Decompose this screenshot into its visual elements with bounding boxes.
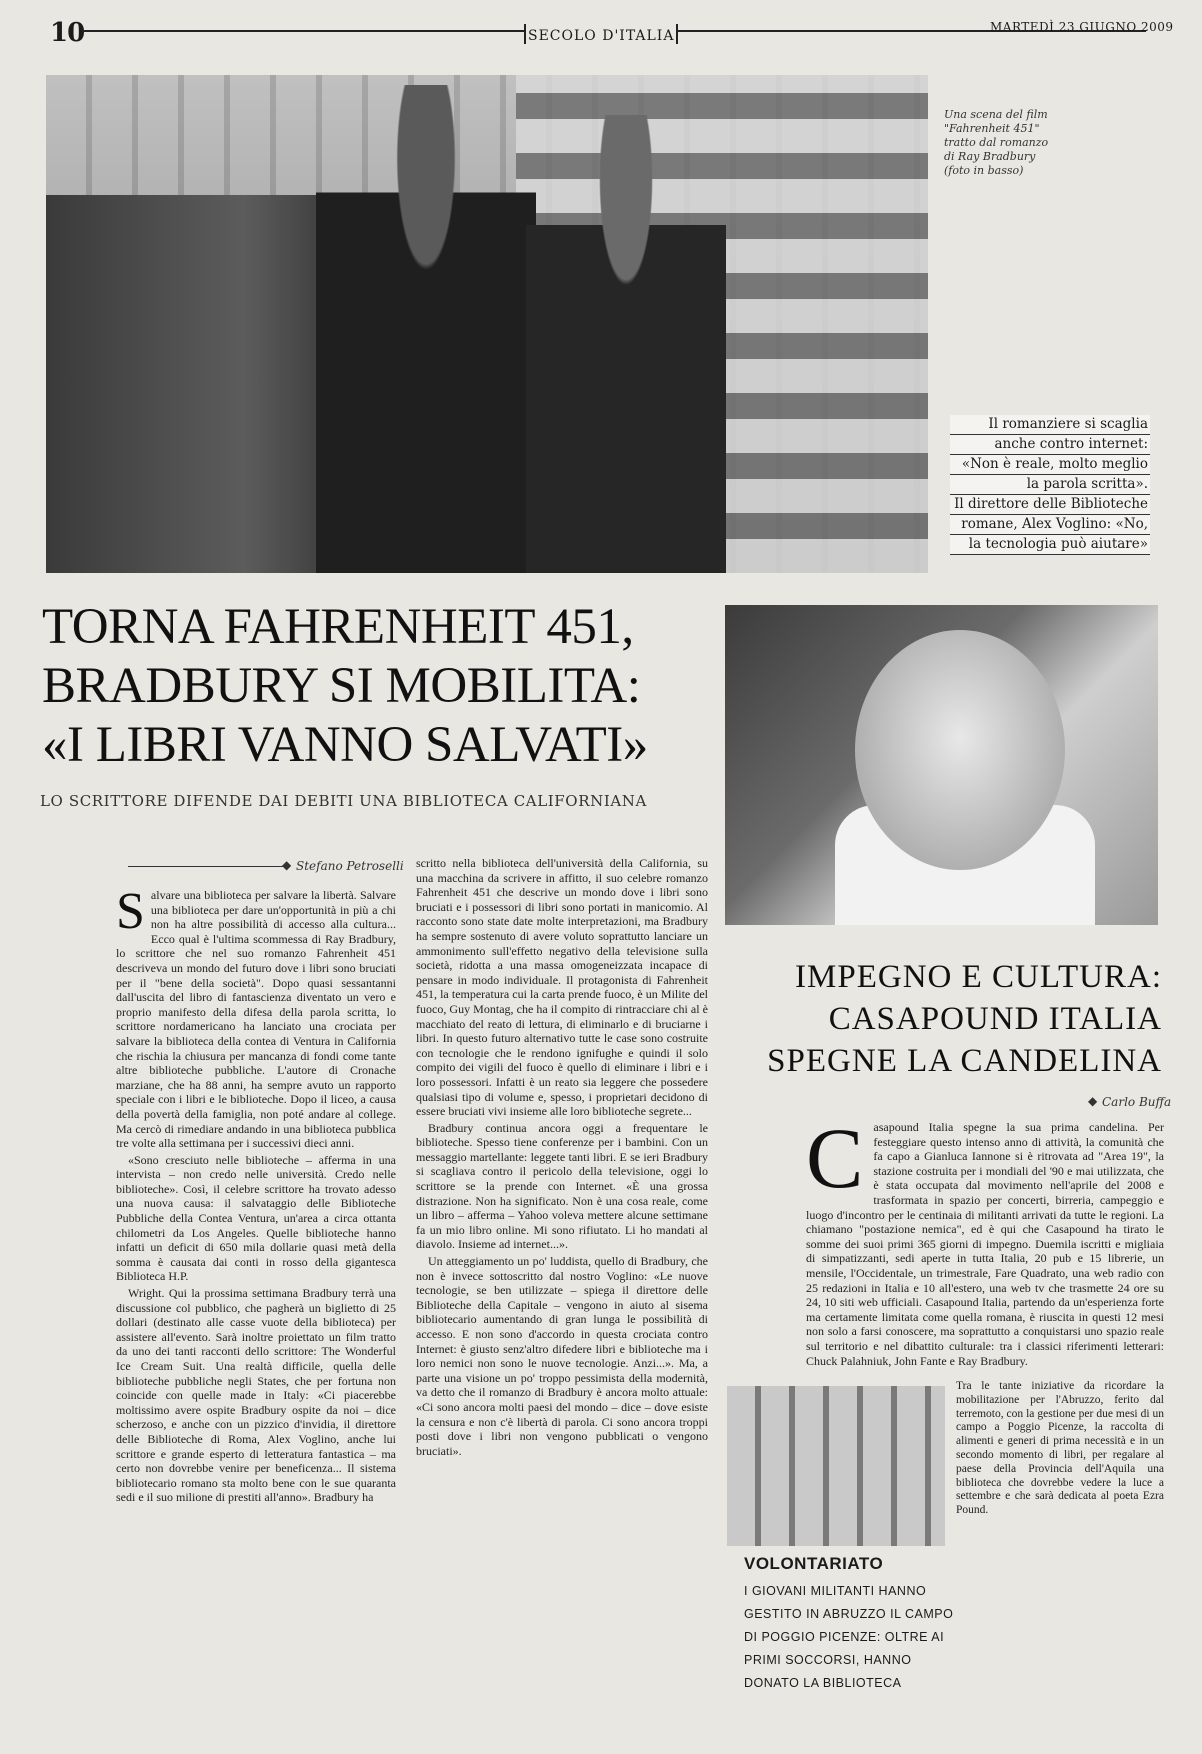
drop-cap: C: [806, 1120, 864, 1206]
building-photo: [727, 1386, 945, 1546]
bradbury-photo: [725, 605, 1158, 925]
pull-quote-line: la tecnologia può aiutare»: [950, 535, 1150, 555]
masthead-tick-left: [524, 24, 526, 44]
headline-line: CASAPOUND ITALIA: [828, 1001, 1162, 1037]
main-subhead: LO SCRITTORE DIFENDE DAI DEBITI UNA BIBLIOTECA CALIFORNIANA: [40, 792, 647, 810]
pull-quote-line: Il romanziere si scaglia: [950, 415, 1150, 435]
article1-paragraph: Wright. Qui la prossima settimana Bradbury terrà una discussione col pubblico, che pagherà un biglietto di 25 dollari (destinato alle casse vuote della biblioteca) per assistere all'evento. Sarà inoltre proiettato un film tratto da uno dei tanti racconti dello scrittore: The Wonderful Ice Cream Suit. Una realtà difficile, quella delle biblioteche pubbliche negli States, che per fortuna non coincide con quelle made in Italy: «Ci piacerebbe moltissimo avere ospite Bradbury ospite da noi – dice scherzoso, e anche con un pizzico d'invidia, il direttore delle Biblioteche di Roma, Alex Voglino, anche lui scrittore e grande esperto di letteratura fantastica – ma certo non dovrebbe venire per beneficenza... Il sistema bibliotecario romano sta molto bene con le sue quaranta sedi e il suo milione di prestiti all'anno». Bradbury ha: [116, 1286, 396, 1505]
top-photo-caption: Una scena del film "Fahrenheit 451" tratto dal romanzo di Ray Bradbury (foto in basso): [944, 108, 1049, 177]
volontariato-title: VOLONTARIATO: [744, 1554, 884, 1573]
article1-paragraph: [116, 888, 396, 1151]
issue-date: MARTEDÌ 23 GIUGNO 2009: [990, 20, 1174, 34]
drop-cap: S: [116, 888, 145, 940]
pull-quote-line: Il direttore delle Biblioteche: [950, 495, 1150, 515]
pull-quote-line: romane, Alex Voglino: «No,: [950, 515, 1150, 535]
article1-column-1: [116, 888, 396, 1740]
article1-column-2: [416, 856, 708, 1740]
pull-quote-line: anche contro internet:: [950, 435, 1150, 455]
page-number: 10: [50, 18, 85, 48]
main-headline: [42, 598, 722, 775]
photo-fireman-left: [316, 85, 536, 573]
article2-text: asapound Italia spegne la sua prima candelina. Per festeggiare questo intenso anno di attività, la comunità che fa capo a Gianluca Iannone si è ritrovata ad "Area 19", la stazione costruita per i mondiali del '90 e mai utilizzata, che è stata occupata dal movimento nell'aprile del 2008 e trasformata in spazio per concerti, birreria, campeggio e luogo d'incontro per le centinaia di militanti arrivati da tutte le regioni. La chiamano "postazione nemica", ed è qui che Casapound ha tirato le somme dei suoi primi 365 giorni di impegno. Duemila iscritti e migliaia di simpatizzanti, sedi aperte in tutta Italia, 20 pub e 15 librerie, un mensile, l'Occidentale, un trimestrale, Fare Quadrato, una web radio con 25 redazioni in Italia e 10 all'estero, una web tv che trasmette 24 ore su 24, 10 siti web ufficiali. Casapound Italia, partendo da un'esperienza forte ma certamente limitata come quella romana, è riuscita in questi 12 mesi non solo a farsi conoscere, ma soprattutto a conquistarsi uno spazio reale sul territorio e nel dibattito culturale: tra i classici riferimenti letterari: Chuck Palahniuk, John Fante e Ray Bradbury.: [806, 1120, 1164, 1368]
article1-paragraph: «Sono cresciuto nelle biblioteche – afferma in una intervista – non credo nelle università. Credo nelle biblioteche». Così, il celebre scrittore ha trovato adesso una nuova causa: il salvataggio delle Biblioteche Pubbliche della Contea Ventura, un'area a circa ottanta chilometri da Los Angeles. Quelle biblioteche hanno infatti un deficit di 650 mila dollarie quasi metà della somma è causata dai conti in rosso della gigantesca Biblioteca H.P.: [116, 1152, 396, 1284]
byline-author: Stefano Petroselli: [296, 859, 404, 873]
byline-rule: [128, 866, 288, 867]
masthead-rule-left: [82, 30, 524, 32]
photo-fireman-right: [526, 115, 726, 573]
headline-line: TORNA FAHRENHEIT 451,: [42, 599, 634, 655]
top-photo: [46, 75, 928, 573]
byline-bullet-icon: ◆: [1088, 1094, 1098, 1108]
article1-paragraph: Bradbury continua ancora oggi a frequentare le biblioteche. Spesso tiene conferenze per i bambini. Con un messaggio martellante: leggete tanti libri. E se ieri Bradbury si scagliava contro il pericolo della televisione, oggi lo scrittore se la prende con Internet. «È una grossa distrazione. Non ha significato. Non è una cosa reale, come un libro – afferma – Yahoo voleva mettere alcune settimane fa un mio libro online. Mi sono rifiutato. Li ho mandati al diavolo. Insieme ad internet...».: [416, 1120, 708, 1252]
second-headline: [730, 956, 1162, 1082]
photo-face: [855, 630, 1065, 870]
headline-line: «I LIBRI VANNO SALVATI»: [42, 717, 648, 773]
article2-side-text: [956, 1380, 1164, 1740]
article2-top-text: [806, 1120, 1164, 1376]
article2-paragraph: Tra le tante iniziative da ricordare la mobilitazione per l'Abruzzo, ferito dal terremoto, con la gestione per due mesi di un campo a Poggio Picenze, la raccolta di alimenti e generi di prima necessità e in un secondo momento di libri, per regalare al paese della Provincia dell'Aquila una biblioteca che dovrebbe vedere la luce a settembre e che sarà dedicata al poeta Ezra Pound.: [956, 1380, 1164, 1517]
headline-line: SPEGNE LA CANDELINA: [767, 1043, 1162, 1079]
headline-line: BRADBURY SI MOBILITA:: [42, 658, 641, 714]
byline-bullet-icon: ◆: [282, 858, 292, 872]
byline-author: Carlo Buffa: [1102, 1095, 1172, 1109]
publication-name: SECOLO D'ITALIA: [528, 28, 675, 44]
masthead-tick-right: [676, 24, 678, 44]
pull-quote-line: «Non è reale, molto meglio: [950, 455, 1150, 475]
pull-quote-line: la parola scritta».: [950, 475, 1150, 495]
article1-text: alvare una biblioteca per salvare la libertà. Salvare una biblioteca per dare un'opportunità in più a chi non ha altre possibilità di accesso alla cultura... Ecco qual è l'ultima scommessa di Ray Bradbury, lo scrittore che nel suo romanzo Fahrenheit 451 descriveva un mondo del futuro dove i libri sono bruciati per il "bene della società". Dopo quasi sessantanni dall'uscita del libro di fantascienza diventato un vero e proprio manifesto della difesa della parola scritta, lo scrittore nordamericano ha lanciato una crociata per salvare la biblioteca della contea di Ventura in California che rischia la chiusura per mancanza di fondi come tante altre biblioteche pubbliche. L'autore di Cronache marziane, che ha 88 anni, ha sempre avuto un rapporto speciale con i libri e le biblioteche. Dopo il liceo, a causa della povertà della famiglia, non poté andare al college. Ma cercò di rimediare andando in una biblioteca pubblica tre volte alla settimana per i successivi dieci anni.: [116, 888, 396, 1151]
article2-paragraph: [806, 1120, 1164, 1368]
headline-line: IMPEGNO E CULTURA:: [795, 959, 1162, 995]
pull-quote-box: [950, 415, 1150, 555]
article1-paragraph: Un atteggiamento un po' luddista, quello di Bradbury, che non è invece sottoscritto dal nostro Voglino: «Le nuove tecnologie, se ben utilizzate – spiega il direttore delle Biblioteche della Capitale – vengono in aiuto al sisema bibliotecario aumentando di gran lunga le possibilità di accesso. E non sono d'accordo in questa crociata contro Internet: è giusto senz'altro difedere libri e biblioteche ma i loro nemici non sono le nuove tecnologie. Anzi...». Ma, a parte una visione un po' troppo pessimista della modernità, va detto che il romanzo di Bradbury è ancora molto attuale: «Ci sono ancora molti paesi del mondo – dice – dove esiste la censura e non c'è libertà di parola. Ci sono ancora troppi posti dove i libri non vengono pubblicati o vengono bruciati».: [416, 1254, 708, 1458]
volontariato-text: I GIOVANI MILITANTI HANNO GESTITO IN ABRUZZO IL CAMPO DI POGGIO PICENZE: OLTRE AI PRIMI SOCCORSI, HANNO DONATO LA BIBLIOTECA: [744, 1584, 954, 1690]
article1-paragraph: scritto nella biblioteca dell'università della California, su una macchina da scrivere in affitto, il suo celebre romanzo Fahrenheit 451 che descrive un mondo dove i libri sono bruciati e i possessori di libri sono portati in manicomio. Al racconto sono state date molte interpretazioni, ma Bradbury ha sempre sostenuto di avere voluto soprattutto lanciare un ammonimento sull'effetto negativo della televisione sulla società, ridotta a una massa omogeneizzata incapace di pensare in modo individuale. Il protagonista di Fahrenheit 451, la temperatura cui la carta prende fuoco, è un Milite del fuoco, Guy Montag, che ha il compito di rintracciare chi al è macchiato del reato di lettura, di eliminarlo e di bruciarne i libri. In questo futuro alternativo tutte le case sono costruite con tecnologie che le rendono ignifughe e quindi il solo compito dei vigili del fuoco è quello di eliminare i libri e i loro possessori. Infatti è un reato sia leggere che possedere qualsiasi tipo di volume e, spesso, i proprietari decidono di essere bruciati vivi insieme alle loro biblioteche segrete...: [416, 856, 708, 1119]
